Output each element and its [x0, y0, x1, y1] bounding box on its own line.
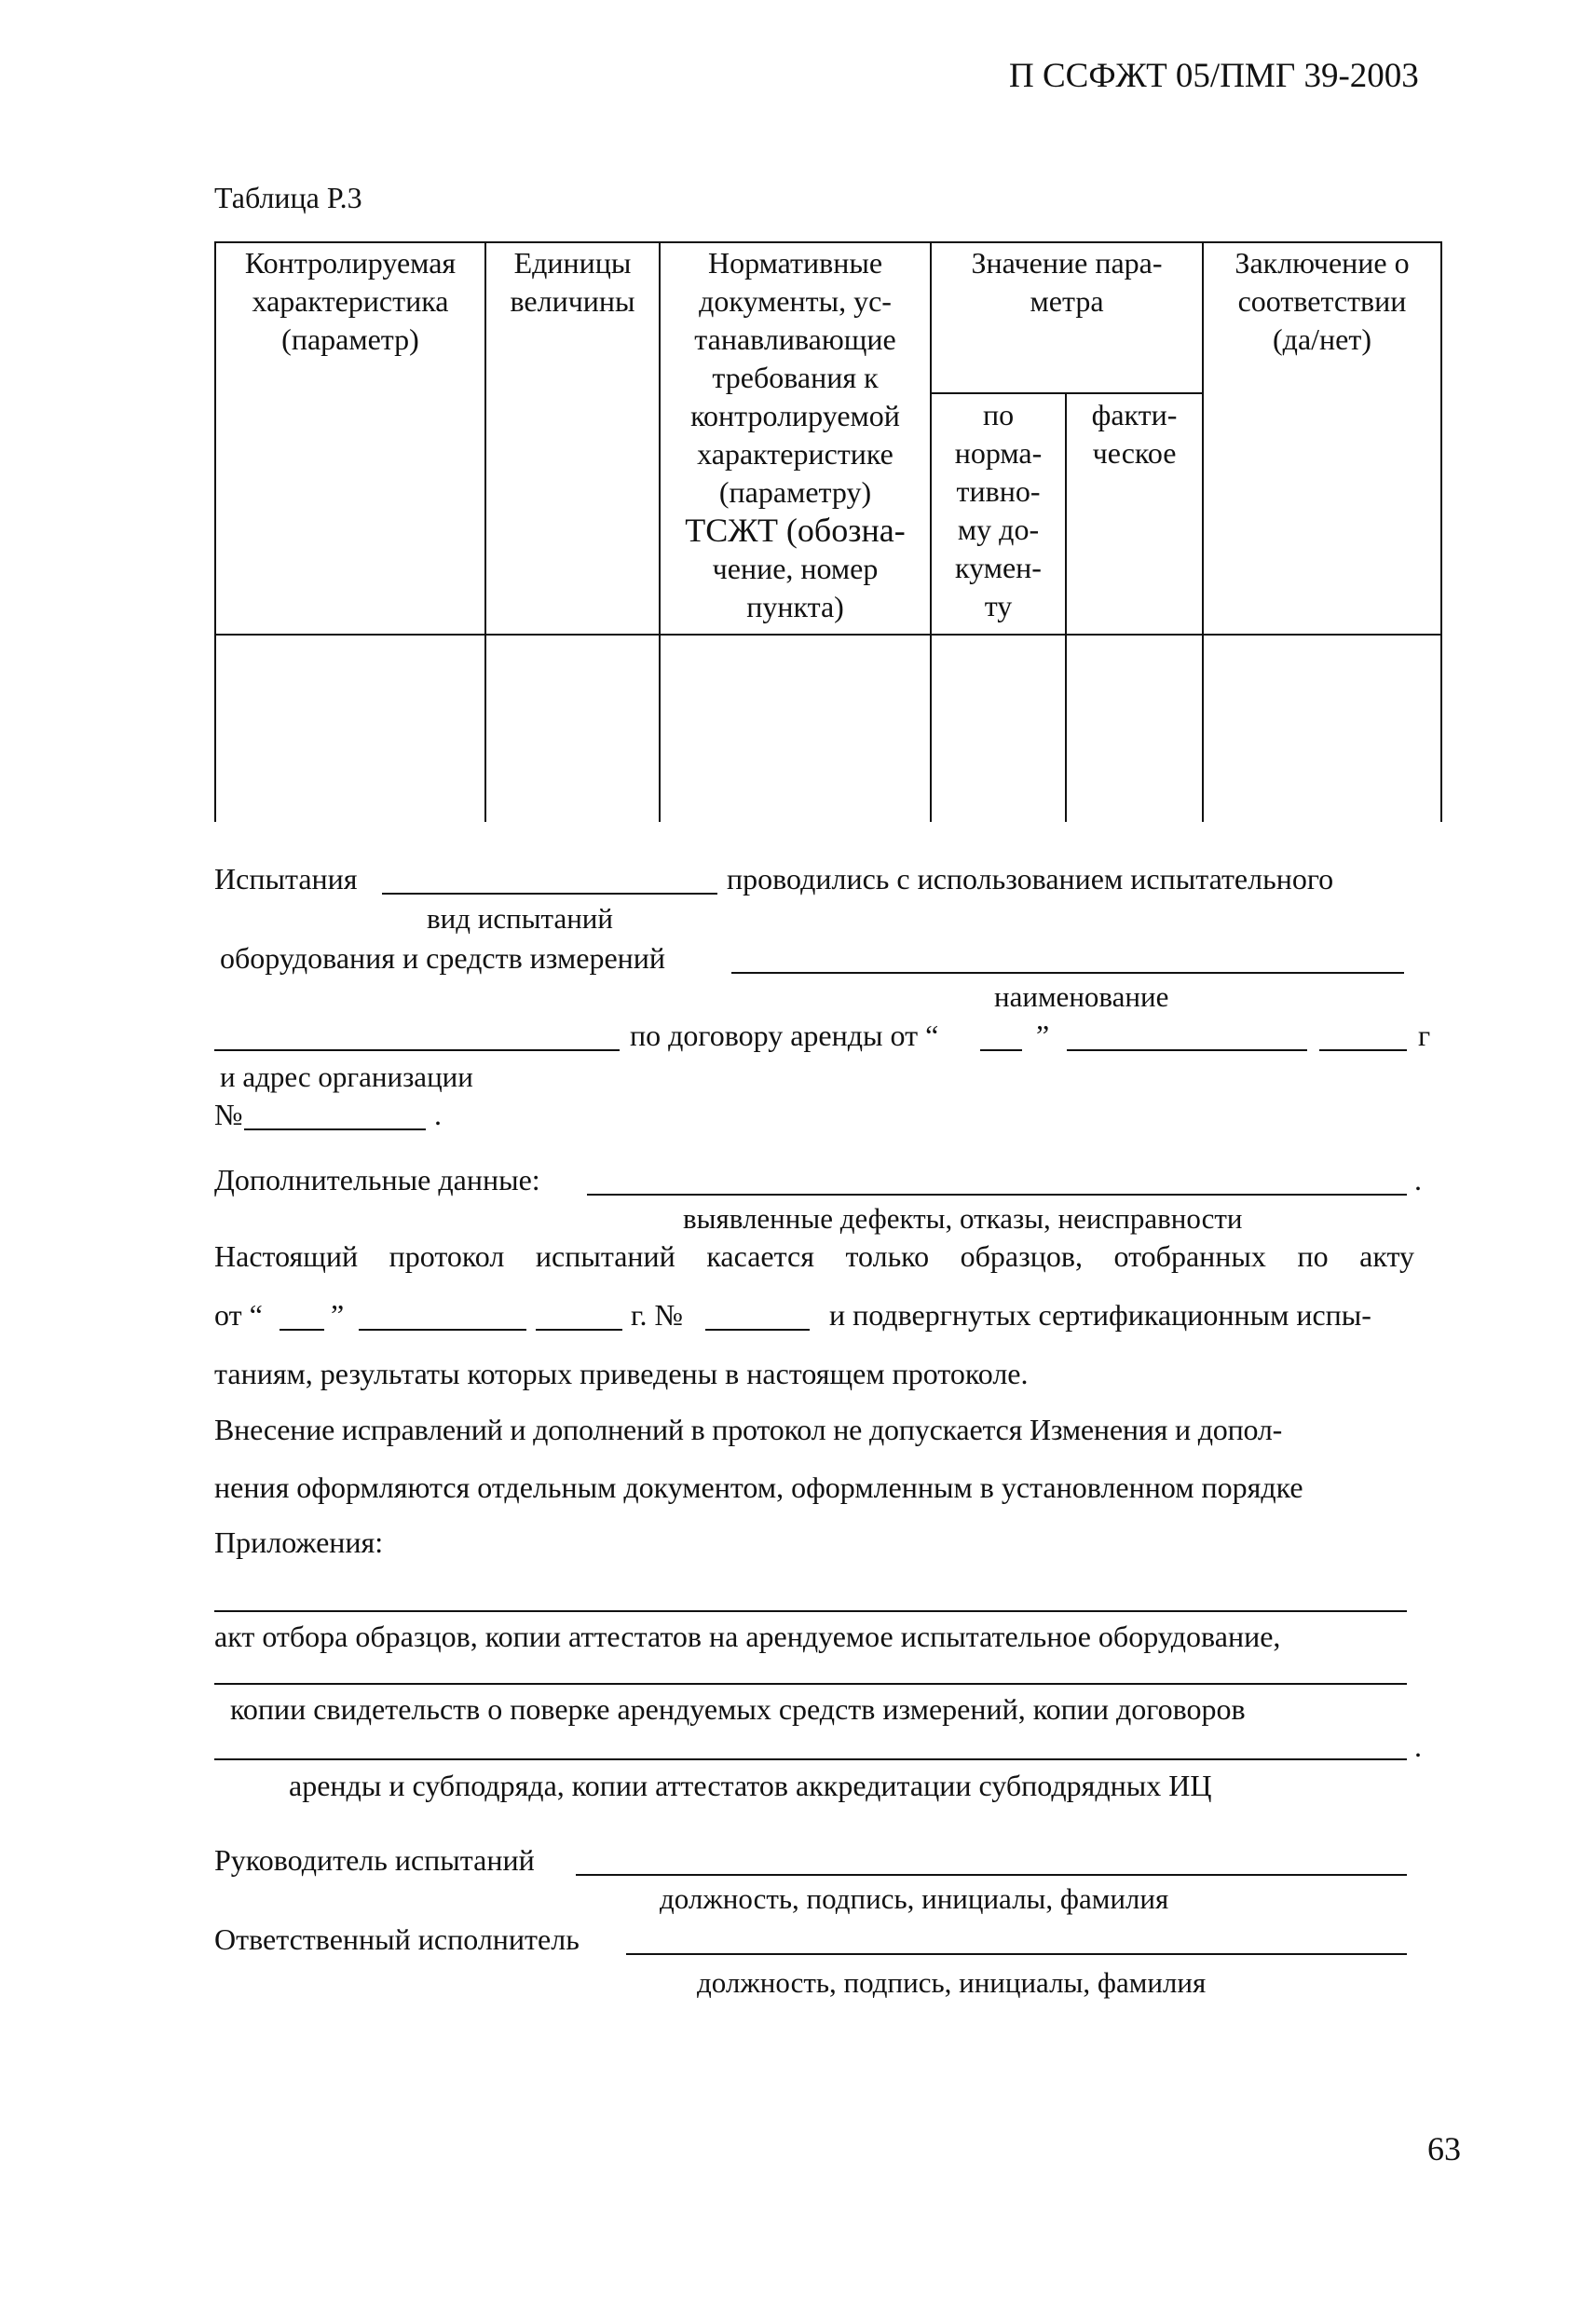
tests-label: Испытания	[214, 862, 358, 896]
executor-caption: должность, подпись, инициалы, фамилия	[697, 1966, 1207, 1999]
number-end: .	[434, 1098, 442, 1131]
col-value-norm-header: по норма- тивно- му до- кумен- ту	[954, 398, 1043, 622]
protocol-line-2-tail: и подвергнутых сертификационным испы-	[829, 1298, 1371, 1332]
act-number-field[interactable]	[705, 1329, 810, 1331]
equipment-label: оборудования и средств измерений	[220, 941, 666, 975]
attachment-caption-1: акт отбора образцов, копии аттестатов на арендуемое испытательное оборудование,	[214, 1620, 1281, 1653]
lease-quote-close: ”	[1036, 1019, 1050, 1052]
attachments-label: Приложения:	[214, 1525, 384, 1559]
attachment-field-2[interactable]	[214, 1683, 1407, 1685]
from-label: от “	[214, 1298, 263, 1332]
attachment-field-3[interactable]	[214, 1758, 1407, 1760]
protocol-line-1: Настоящий протокол испытаний касается только образцов, отобранных по акту	[214, 1239, 1414, 1273]
page-number: 63	[1427, 2130, 1461, 2167]
col-value-header: Значение пара- метра	[971, 246, 1163, 318]
attachment-end: .	[1414, 1730, 1422, 1763]
executor-signature-field[interactable]	[626, 1953, 1407, 1955]
col-conclusion-header: Заключение о соответствии (да/нет)	[1235, 246, 1410, 356]
attachment-caption-2: копии свидетельств о поверке арендуемых средств измерений, копии договоров	[230, 1692, 1246, 1726]
extra-caption: выявленные дефекты, отказы, неисправности	[683, 1202, 1243, 1235]
attachment-field-1[interactable]	[214, 1610, 1407, 1612]
act-year-field[interactable]	[536, 1329, 622, 1331]
act-month-field[interactable]	[359, 1329, 526, 1331]
organization-field[interactable]	[214, 1049, 620, 1051]
lease-day-field[interactable]	[980, 1049, 1022, 1051]
number-sign: №	[214, 1098, 243, 1131]
col-norm-header: Нормативные документы, ус- танавливающие требования к контролируемой характеристике (параметру) ТСЖТ (обозна- чение, номер пункта)	[685, 246, 906, 623]
tests-tail: проводились с использованием испытательного	[727, 862, 1334, 896]
lease-number-field[interactable]	[244, 1128, 426, 1130]
address-caption: и адрес организации	[220, 1060, 473, 1093]
lease-text: по договору аренды от “	[630, 1019, 939, 1052]
year-suffix: г	[1418, 1019, 1431, 1052]
attachment-caption-3: аренды и субподряда, копии аттестатов аккредитации субподрядных ИЦ	[289, 1769, 1212, 1802]
document-code: П ССФЖТ 05/ПМГ 39-2003	[1009, 57, 1419, 95]
tests-kind-caption: вид испытаний	[427, 902, 613, 935]
col-units-header: Единицы величины	[510, 246, 635, 318]
protocol-line-3: таниям, результаты которых приведены в настоящем протоколе.	[214, 1357, 1029, 1390]
head-label: Руководитель испытаний	[214, 1843, 535, 1877]
col-value-fact-header: факти- ческое	[1091, 398, 1178, 470]
act-quote-close: ”	[331, 1298, 345, 1332]
head-caption: должность, подпись, инициалы, фамилия	[660, 1882, 1169, 1915]
extra-data-field[interactable]	[587, 1194, 1407, 1196]
act-g-no: г. №	[631, 1298, 684, 1332]
table-caption: Таблица Р.3	[214, 181, 362, 214]
act-day-field[interactable]	[280, 1329, 324, 1331]
executor-label: Ответственный исполнитель	[214, 1922, 580, 1956]
extra-end: .	[1414, 1163, 1422, 1197]
tests-kind-field[interactable]	[382, 893, 717, 895]
equipment-name-field[interactable]	[731, 972, 1404, 974]
lease-month-field[interactable]	[1067, 1049, 1307, 1051]
lease-year-field[interactable]	[1319, 1049, 1407, 1051]
col-param-header: Контролируемая характеристика (параметр)	[244, 246, 457, 356]
protocol-line-5: нения оформляются отдельным документом, оформленным в установленном порядке	[214, 1470, 1303, 1504]
name-caption: наименование	[994, 980, 1169, 1013]
extra-label: Дополнительные данные:	[214, 1163, 540, 1197]
protocol-line-4: Внесение исправлений и дополнений в протокол не допускается Изменения и допол-	[214, 1413, 1283, 1446]
head-signature-field[interactable]	[576, 1874, 1407, 1876]
